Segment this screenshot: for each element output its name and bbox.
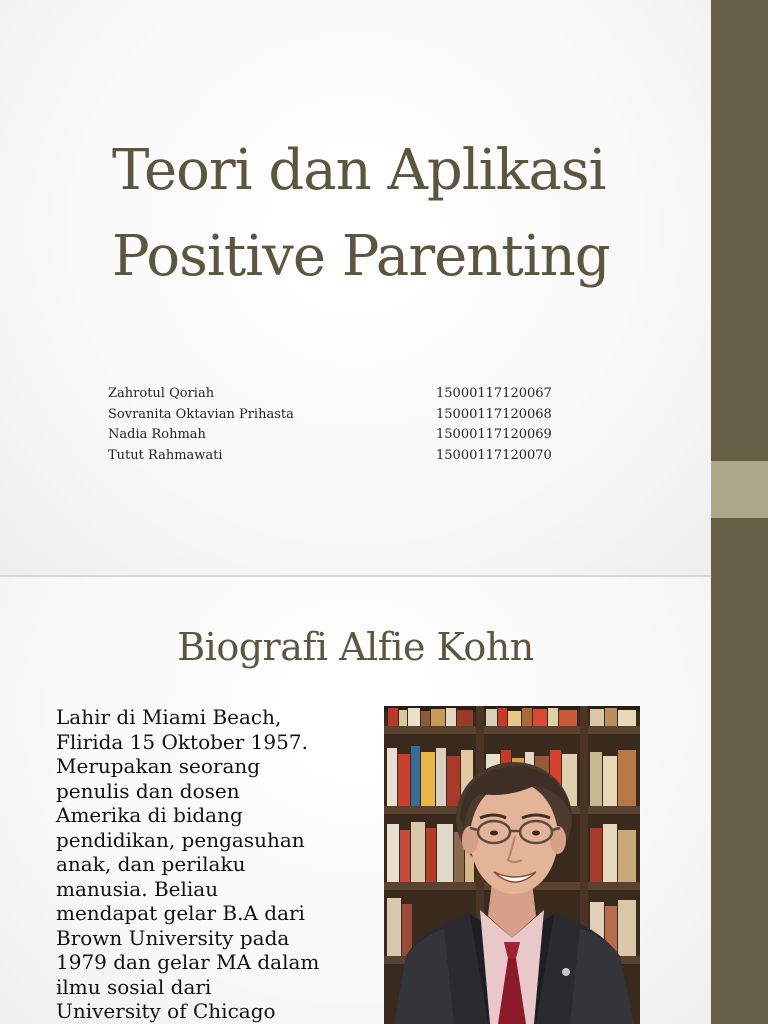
bio-line: mendapat gelar B.A dari [56,901,305,925]
bio-line: Lahir di Miami Beach, [56,705,282,729]
author-row [108,446,568,467]
author-nim: 15000117120067 [436,386,552,401]
bio-line: ilmu sosial dari [56,974,212,999]
presentation-title [112,128,692,300]
bio-line: Merupakan seorang [56,754,261,778]
author-list [108,384,568,466]
biography-heading: Biografi Alfie Kohn [177,625,534,669]
author-nim: 15000117120069 [436,427,552,442]
author-row [108,405,568,426]
bio-line: University of Chicago [56,999,276,1023]
bio-line: 1979 dan gelar MA dalam [56,950,320,974]
title-line-1: Teori dan Aplikasi [112,138,606,203]
author-row [108,425,568,446]
slide-biography [0,577,711,1024]
bio-line: manusia. Beliau [56,876,219,901]
title-line-2: Positive Parenting [112,224,610,289]
bio-line: Brown University pada [56,925,290,950]
side-decor-accent [711,461,768,518]
portrait-photo [384,706,640,1024]
bio-line: Amerika di bidang [56,803,243,827]
author-row [108,384,568,405]
bio-line: Flirida 15 Oktober 1957. [56,729,308,754]
author-name: Zahrotul Qoriah [108,386,215,401]
author-name: Tutut Rahmawati [108,447,223,463]
bio-line: pendidikan, pengasuhan [56,827,305,852]
biography-text [56,705,366,1024]
bio-line: anak, dan perilaku [56,852,246,876]
author-nim: 15000117120068 [436,406,552,422]
author-name: Nadia Rohmah [108,427,206,442]
author-name: Sovranita Oktavian Prihasta [108,406,294,422]
bio-line: penulis dan dosen [56,778,240,803]
author-nim: 15000117120070 [436,447,552,463]
